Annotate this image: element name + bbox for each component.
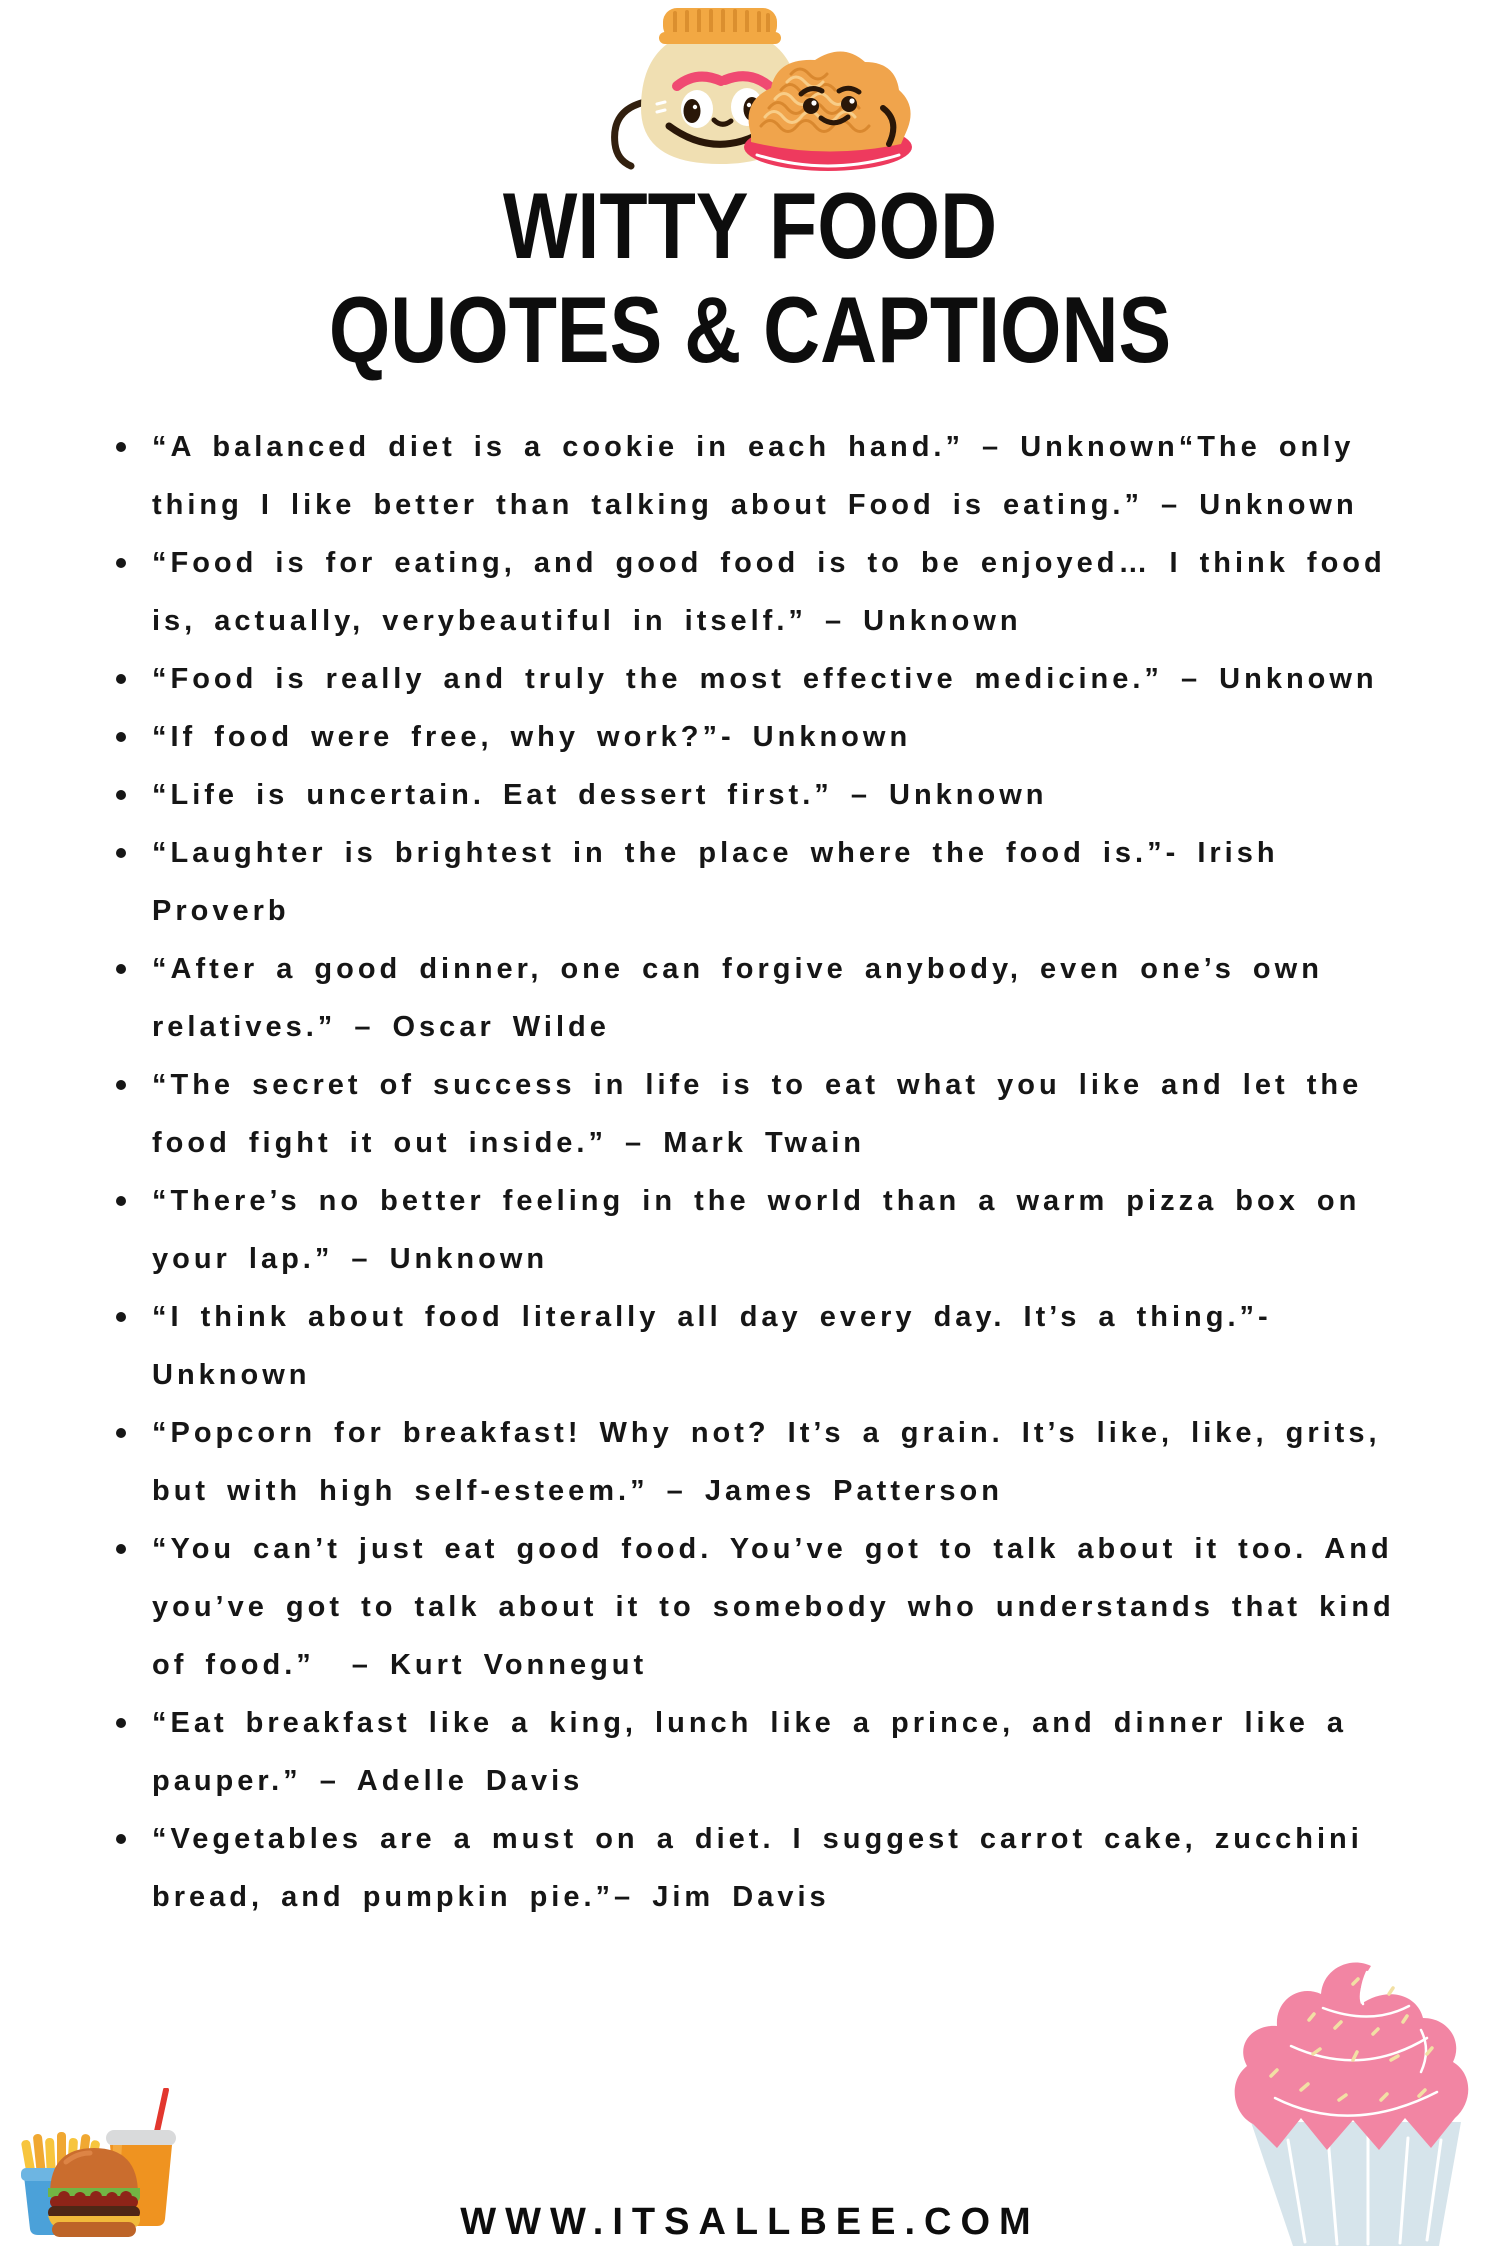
quote-item: “Laughter is brightest in the place where the food is.”- Irish Proverb [152, 824, 1400, 940]
mayo-jar-and-spaghetti-icon [585, 6, 915, 174]
quote-item: “You can’t just eat good food. You’ve got to talk about it too. And you’ve got to talk about it to somebody who understands that kind of food.” – Kurt Vonnegut [152, 1520, 1400, 1694]
quote-item: “Life is uncertain. Eat dessert first.” – Unknown [152, 766, 1400, 824]
quote-item: “Vegetables are a must on a diet. I suggest carrot cake, zucchini bread, and pumpkin pie.”– Jim Davis [152, 1810, 1400, 1926]
quote-item: “Food is for eating, and good food is to be enjoyed… I think food is, actually, verybeautiful in itself.” – Unknown [152, 534, 1400, 650]
quote-item: “Eat breakfast like a king, lunch like a prince, and dinner like a pauper.” – Adelle Davis [152, 1694, 1400, 1810]
quote-item: “After a good dinner, one can forgive anybody, even one’s own relatives.” – Oscar Wilde [152, 940, 1400, 1056]
page-title [120, 174, 1380, 382]
quote-item: “The secret of success in life is to eat what you like and let the food fight it out inside.” – Mark Twain [152, 1056, 1400, 1172]
quote-item: “I think about food literally all day every day. It’s a thing.”- Unknown [152, 1288, 1400, 1404]
quote-item: “Food is really and truly the most effective medicine.” – Unknown [152, 650, 1400, 708]
quotes-list [0, 418, 1500, 1926]
title-line-2: QUOTES & CAPTIONS [328, 277, 1172, 382]
website-url: WWW.ITSALLBEE.COM [460, 2201, 1040, 2243]
quote-item: “If food were free, why work?”- Unknown [152, 708, 1400, 766]
quote-item: “A balanced diet is a cookie in each hand.” – Unknown“The only thing I like better than talking about Food is eating.” – Unknown [152, 418, 1400, 534]
quote-item: “Popcorn for breakfast! Why not? It’s a grain. It’s like, like, grits, but with high self-esteem.” – James Patterson [152, 1404, 1400, 1520]
quote-item: “There’s no better feeling in the world than a warm pizza box on your lap.” – Unknown [152, 1172, 1400, 1288]
title-line-1: WITTY FOOD [502, 173, 998, 278]
